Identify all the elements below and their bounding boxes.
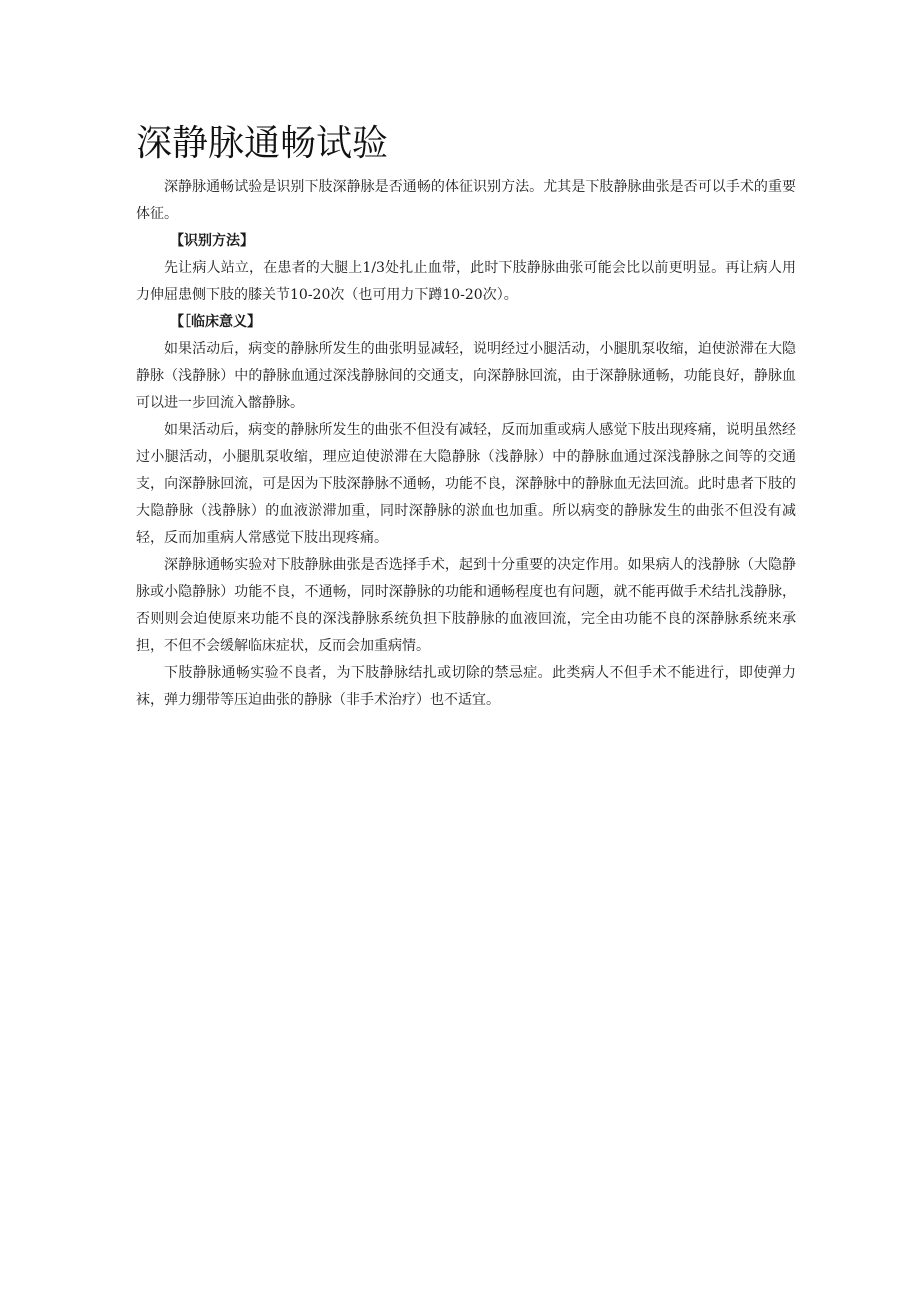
document-title: 深静脉通畅试验	[136, 123, 389, 164]
method-paragraph: 先让病人站立，在患者的大腿上1/3处扎止血带，此时下肢静脉曲张可能会比以前更明显。再让病人用力伸屈患侧下肢的膝关节10-20次（也可用力下蹲10-20次）。	[136, 260, 796, 303]
significance-paragraph-3: 深静脉通畅实验对下肢静脉曲张是否选择手术，起到十分重要的决定作用。如果病人的浅静脉（大隐静脉或小隐静脉）功能不良，不通畅，同时深静脉的功能和通畅程度也有问题，就不能再做手术结扎浅静脉，否则则会迫使原来功能不良的深浅静脉系统负担下肢静脉的血液回流，完全由功能不良的深静脉系统来承担，不但不会缓解临床症状，反而会加重病情。	[136, 557, 796, 654]
document-body	[136, 120, 796, 714]
significance-paragraph-2: 如果活动后，病变的静脉所发生的曲张不但没有减轻，反而加重或病人感觉下肢出现疼痛，说明虽然经过小腿活动，小腿肌泵收缩，理应迫使淤滞在大隐静脉（浅静脉）中的静脉血通过深浅静脉之间等的交通支，向深静脉回流，可是因为下肢深静脉不通畅，功能不良，深静脉中的静脉血无法回流。此时患者下肢的大隐静脉（浅静脉）的血液淤滞加重，同时深静脉的淤血也加重。所以病变的静脉发生的曲张不但没有减轻，反而加重病人常感觉下肢出现疼痛。	[136, 422, 796, 546]
intro-paragraph: 深静脉通畅试验是识别下肢深静脉是否通畅的体征识别方法。尤其是下肢静脉曲张是否可以手术的重要体征。	[136, 179, 796, 222]
significance-paragraph-4: 下肢静脉通畅实验不良者，为下肢静脉结扎或切除的禁忌症。此类病人不但手术不能进行，即使弹力袜，弹力绷带等压迫曲张的静脉（非手术治疗）也不适宜。	[136, 665, 796, 708]
method-heading: 【识别方法】	[170, 233, 254, 249]
significance-paragraph-1: 如果活动后，病变的静脉所发生的曲张明显减轻，说明经过小腿活动，小腿肌泵收缩，迫使淤滞在大隐静脉（浅静脉）中的静脉血通过深浅静脉间的交通支，向深静脉回流，由于深静脉通畅，功能良好，静脉血可以进一步回流入髂静脉。	[136, 341, 796, 411]
significance-heading: 【［临床意义】	[170, 314, 261, 330]
